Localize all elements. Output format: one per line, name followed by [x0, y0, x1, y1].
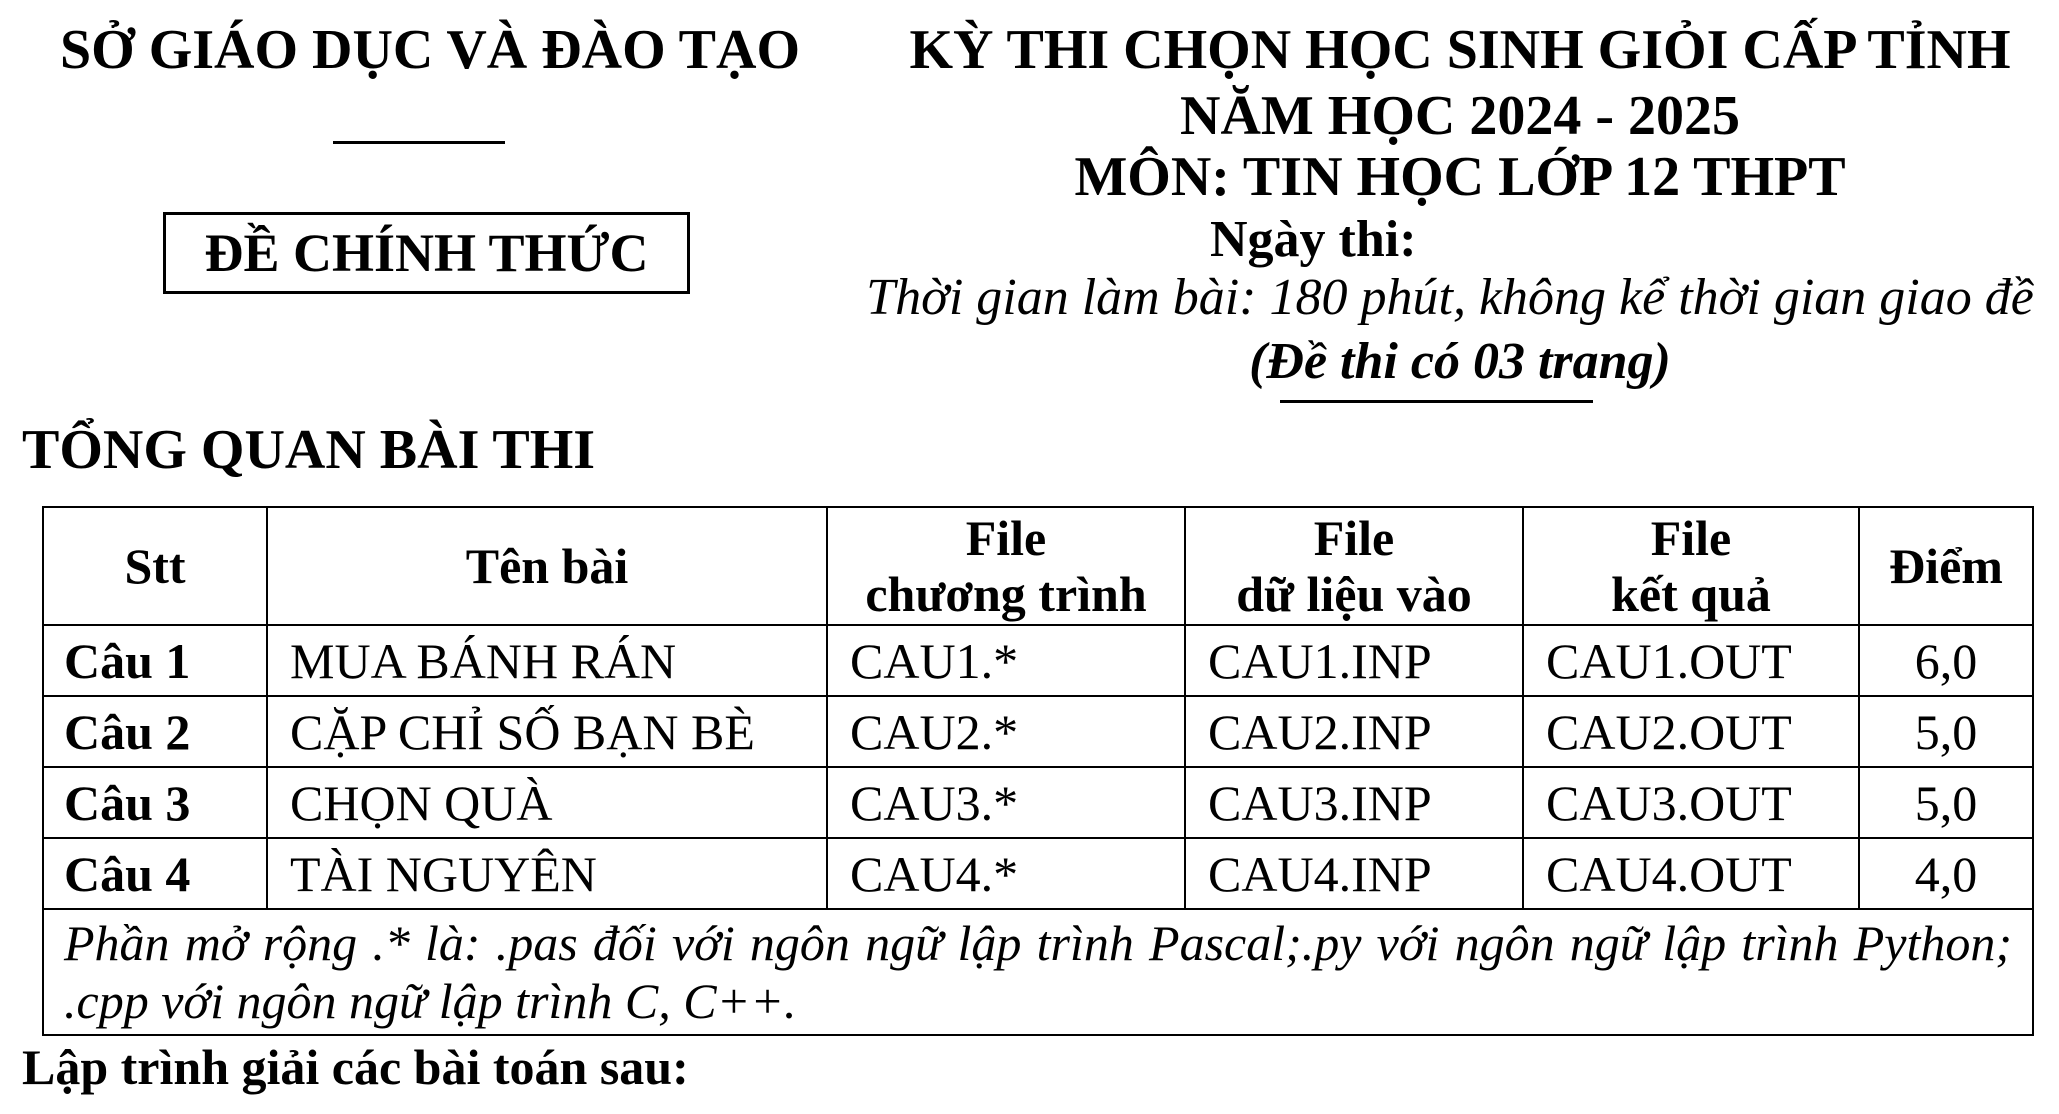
header-stt: Stt	[43, 507, 267, 625]
table-note-row	[43, 909, 2033, 1035]
cell-stt: Câu 2	[43, 696, 267, 767]
exam-title: KỲ THI CHỌN HỌC SINH GIỎI CẤP TỈNH	[909, 19, 2011, 81]
header-score: Điểm	[1859, 507, 2033, 625]
cell-output-file: CAU4.OUT	[1523, 838, 1859, 909]
cell-name: TÀI NGUYÊN	[267, 838, 827, 909]
section-title: TỔNG QUAN BÀI THI	[22, 419, 596, 481]
cell-input-file: CAU3.INP	[1185, 767, 1523, 838]
header-program-file-line1: File	[965, 510, 1047, 566]
exam-duration: Thời gian làm bài: 180 phút, không kể thời gian giao đề	[866, 269, 2034, 326]
exam-subject: MÔN: TIN HỌC LỚP 12 THPT	[1074, 146, 1846, 208]
table-row	[43, 696, 2033, 767]
header-input-file	[1185, 507, 1523, 625]
cell-output-file: CAU1.OUT	[1523, 625, 1859, 696]
header-input-file-line1: File	[1313, 510, 1395, 566]
header-output-file-line1: File	[1650, 510, 1732, 566]
cell-score: 5,0	[1859, 696, 2033, 767]
header-output-file-line2: kết quả	[1611, 566, 1771, 622]
instruction-text: Lập trình giải các bài toán sau:	[22, 1039, 689, 1095]
table-row	[43, 625, 2033, 696]
table-header-row	[43, 507, 2033, 625]
department-name: SỞ GIÁO DỤC VÀ ĐÀO TẠO	[59, 19, 801, 81]
school-year: NĂM HỌC 2024 - 2025	[1180, 85, 1740, 147]
header-program-file	[827, 507, 1185, 625]
header-input-file-line2: dữ liệu vào	[1236, 566, 1472, 622]
header-program-file-line2: chương trình	[865, 566, 1147, 622]
cell-stt: Câu 1	[43, 625, 267, 696]
cell-name: CẶP CHỈ SỐ BẠN BÈ	[267, 696, 827, 767]
cell-output-file: CAU2.OUT	[1523, 696, 1859, 767]
header-output-file	[1523, 507, 1859, 625]
extension-note: Phần mở rộng .* là: .pas đối với ngôn ngữ lập trình Pascal;.py với ngôn ngữ lập trình Python; .cpp với ngôn ngữ lập trình C, C++.	[43, 909, 2033, 1035]
page-count-underline	[1280, 400, 1593, 403]
cell-program-file: CAU1.*	[827, 625, 1185, 696]
exam-date-label: Ngày thi:	[1210, 211, 1417, 268]
table-row	[43, 767, 2033, 838]
cell-program-file: CAU3.*	[827, 767, 1185, 838]
header-name: Tên bài	[267, 507, 827, 625]
cell-program-file: CAU4.*	[827, 838, 1185, 909]
cell-score: 5,0	[1859, 767, 2033, 838]
cell-input-file: CAU2.INP	[1185, 696, 1523, 767]
cell-output-file: CAU3.OUT	[1523, 767, 1859, 838]
official-label-box: ĐỀ CHÍNH THỨC	[163, 212, 690, 294]
cell-score: 4,0	[1859, 838, 2033, 909]
cell-stt: Câu 4	[43, 838, 267, 909]
cell-stt: Câu 3	[43, 767, 267, 838]
table-row	[43, 838, 2033, 909]
cell-name: MUA BÁNH RÁN	[267, 625, 827, 696]
cell-input-file: CAU4.INP	[1185, 838, 1523, 909]
page-count: (Đề thi có 03 trang)	[1249, 333, 1671, 390]
cell-score: 6,0	[1859, 625, 2033, 696]
cell-input-file: CAU1.INP	[1185, 625, 1523, 696]
cell-name: CHỌN QUÀ	[267, 767, 827, 838]
cell-program-file: CAU2.*	[827, 696, 1185, 767]
exam-overview-table	[42, 506, 2034, 1036]
department-underline	[333, 141, 505, 144]
